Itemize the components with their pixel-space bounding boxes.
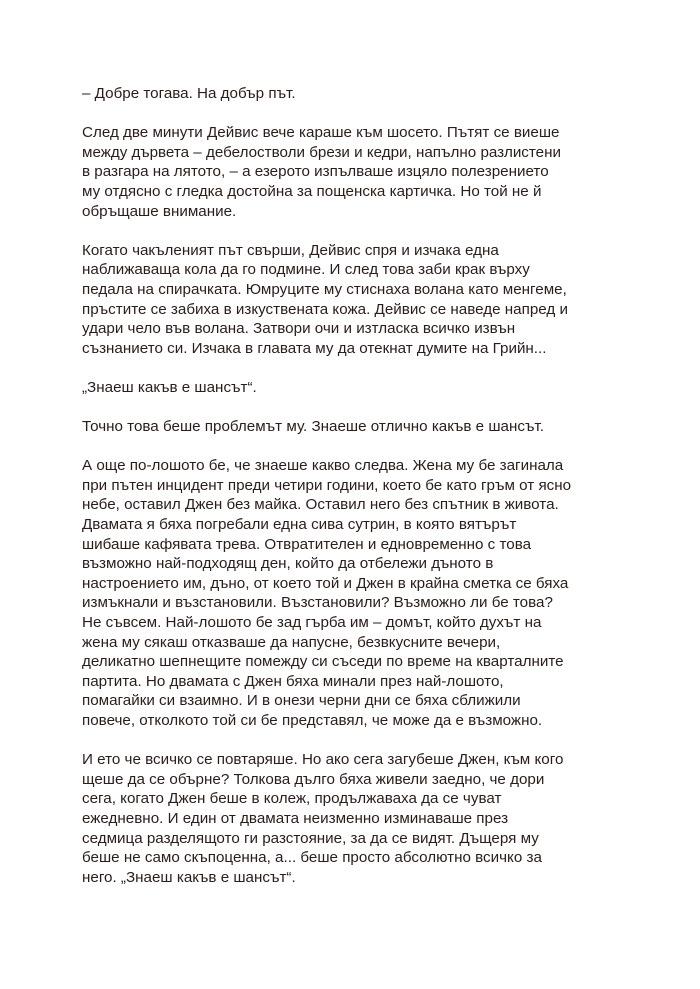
text-line: възможно най-подходящ ден, който да отбележи дъното в bbox=[82, 555, 494, 573]
text-line: деликатно шепнещите помежду си съседи по време на кварталните bbox=[82, 653, 564, 671]
paragraph bbox=[82, 750, 627, 887]
text-line: И ето че всичко се повтаряше. Но ако сега загубеше Джен, към кого bbox=[82, 751, 564, 769]
text-line: в разгара на лятото, – а езерото изпълваше изцяло полезрението bbox=[82, 163, 549, 181]
text-line: ежедневно. И един от двамата неизменно изминаваше през bbox=[82, 809, 509, 827]
text-line: партита. Но двамата с Джен бяха минали през най-лошото, bbox=[82, 672, 504, 690]
text-line: сега, когато Джен беше в колеж, продължаваха да се чуват bbox=[82, 790, 502, 808]
paragraph bbox=[82, 417, 627, 437]
text-line: него. „Знаеш какъв е шансът“. bbox=[82, 868, 296, 886]
text-line: След две минути Дейвис вече караше към шосето. Пътят се виеше bbox=[82, 124, 560, 142]
text-line: Точно това беше проблемът му. Знаеше отлично какъв е шансът. bbox=[82, 418, 544, 436]
text-line: Двамата я бяха погребали една сива сутрин, в която вятърът bbox=[82, 516, 517, 534]
paragraph bbox=[82, 84, 627, 104]
text-line: седмица разделящото ги разстояние, за да се видят. Дъщеря му bbox=[82, 829, 539, 847]
text-line: А още по-лошото бе, че знаеше какво следва. Жена му бе загинала bbox=[82, 457, 564, 475]
text-line: между дървета – дебелостволи брези и кедри, напълно разлистени bbox=[82, 143, 561, 161]
text-line: Когато чакълeният път свърши, Дейвис спря и изчака една bbox=[82, 241, 499, 259]
text-line: щеше да се обърне? Толкова дълго бяха живели заедно, че дори bbox=[82, 770, 545, 788]
text-line: небе, оставил Джен без майка. Оставил него без спътник в живота. bbox=[82, 496, 559, 514]
text-line: съзнанието си. Изчака в главата му да отекнат думите на Грийн... bbox=[82, 339, 547, 357]
text-line: наближаваща кола да го подмине. И след това заби крак върху bbox=[82, 261, 530, 279]
text-line: Не съвсем. Най-лошото бе зад гърба им – домът, който духът на bbox=[82, 614, 542, 632]
text-line: беше не само скъпоценна, а... беше просто абсолютно всичко за bbox=[82, 849, 542, 867]
text-line: „Знаеш какъв е шансът“. bbox=[82, 378, 257, 396]
text-line: измъкнали и възстановили. Възстановили? Възможно ли бе това? bbox=[82, 594, 553, 612]
text-line: повече, отколкото той си бе представял, че може да е възможно. bbox=[82, 712, 543, 729]
document-body bbox=[82, 84, 627, 907]
text-line: помагайки си взаимно. И в онези черни дни се бяха сближили bbox=[82, 692, 521, 710]
text-line: обръщаше внимание. bbox=[82, 202, 237, 220]
text-line: педала на спирачката. Юмруците му стиснаха волана като менгеме, bbox=[82, 280, 567, 298]
text-line: настроението им, дъно, от което той и Джен в крайна сметка се бяха bbox=[82, 574, 569, 592]
text-line: пръстите се забиха в изкуствената кожа. Дейвис се наведе напред и bbox=[82, 300, 568, 318]
paragraph bbox=[82, 241, 627, 359]
text-line: му отдясно с гледка достойна за пощенска картичка. Но той не й bbox=[82, 182, 542, 200]
text-line: шибаше кафявата трева. Отвратителен и едновременно с това bbox=[82, 535, 532, 553]
text-line: жена му сякаш отказваше да напусне, безвкусните вечери, bbox=[82, 633, 501, 651]
text-line: при пътен инцидент преди четири години, което бе като гръм от ясно bbox=[82, 476, 572, 494]
paragraph bbox=[82, 378, 627, 398]
text-line: – Добре тогава. На добър път. bbox=[82, 85, 296, 102]
text-line: удари чело във волана. Затвори очи и изтласка всичко извън bbox=[82, 320, 516, 338]
paragraph bbox=[82, 123, 627, 221]
paragraph bbox=[82, 456, 627, 730]
